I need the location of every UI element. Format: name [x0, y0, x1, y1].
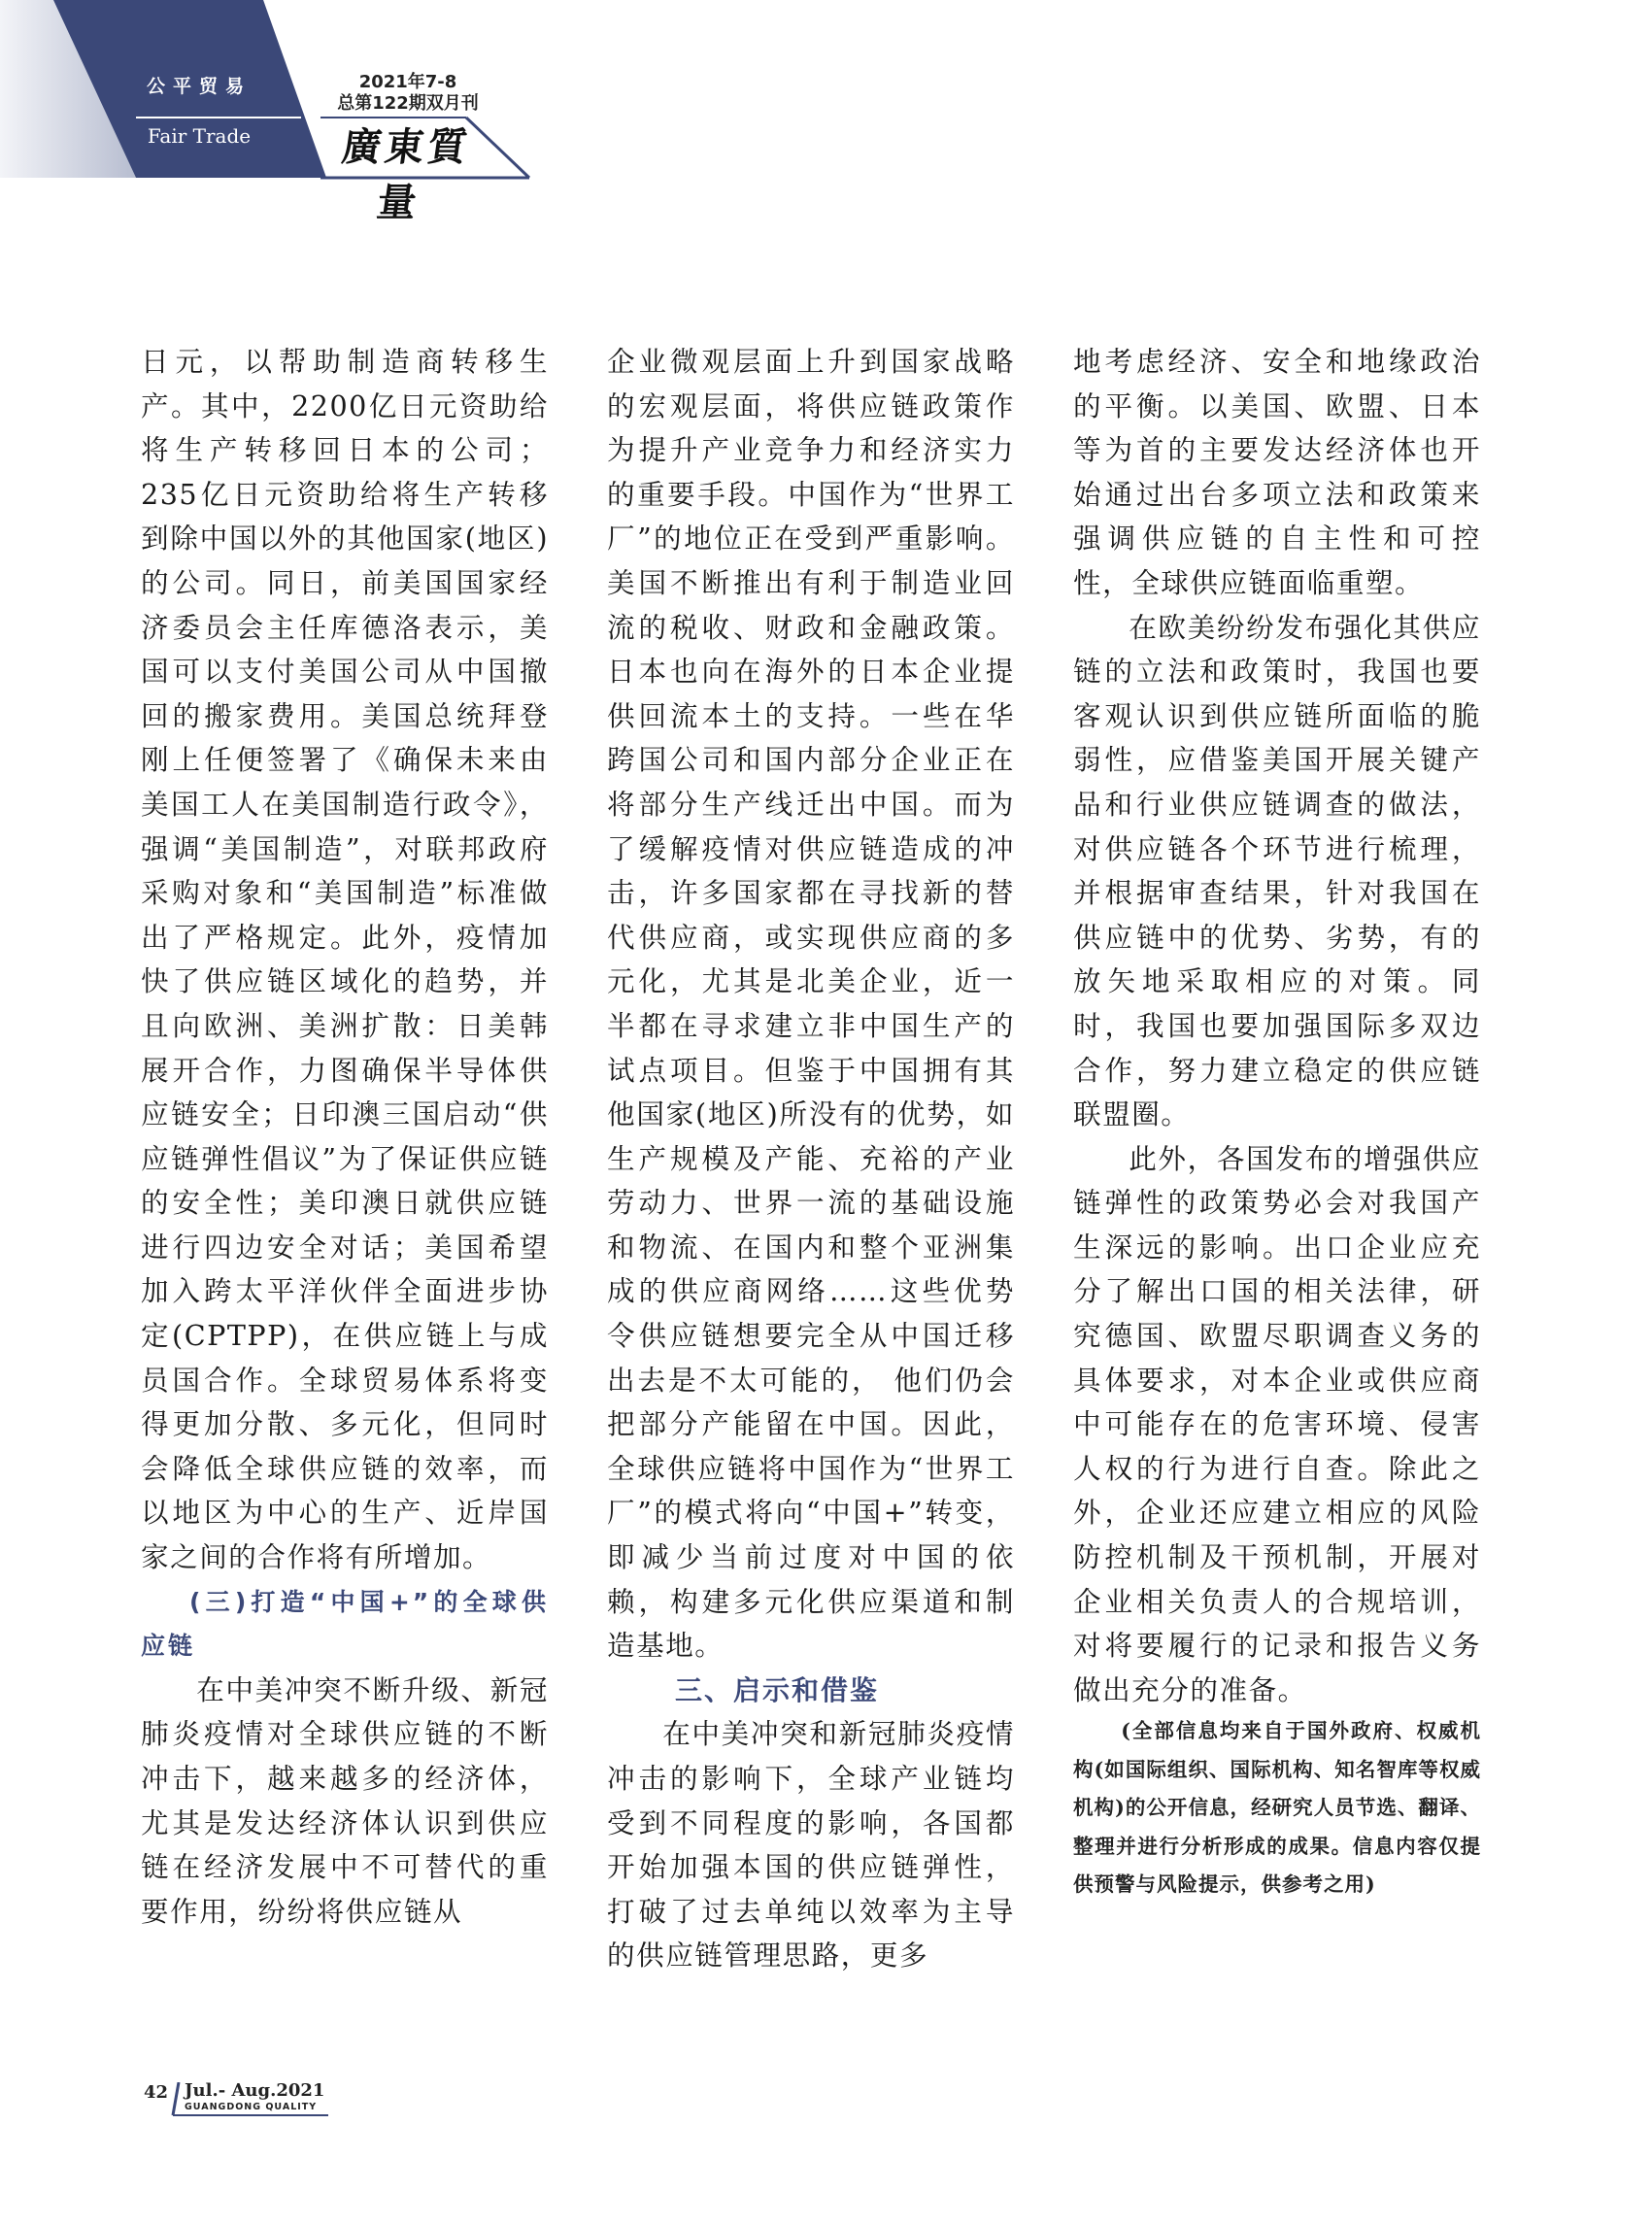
text-column-3 [1073, 340, 1481, 1905]
paragraph: 在欧美纷纷发布强化其供应链的立法和政策时，我国也要客观认识到供应链所面临的脆弱性，应借鉴美国开展关键产品和行业供应链调查的做法，对供应链各个环节进行梳理，并根据审查结果，针对我国在供应链中的优势、劣势，有的放矢地采取相应的对策。同时，我国也要加强国际多双边合作，努力建立稳定的供应链联盟圈。 [1073, 610, 1481, 1131]
paragraph: 地考虑经济、安全和地缘政治的平衡。以美国、欧盟、日本等为首的主要发达经济体也开始通过出台多项立法和政策来强调供应链的自主性和可控性，全球供应链面临重塑。 [1073, 345, 1481, 599]
paragraph: 在中美冲突和新冠肺炎疫情冲击的影响下，全球产业链均受到不同程度的影响，各国都开始加强本国的供应链弹性，打破了过去单纯以效率为主导的供应链管理思路，更多 [607, 1717, 1015, 1973]
paragraph: 企业微观层面上升到国家战略的宏观层面，将供应链政策作为提升产业竞争力和经济实力的重要手段。中国作为“世界工厂”的地位正在受到严重影响。美国不断推出有利于制造业回流的税收、财政和金融政策。日本也向在海外的日本企业提供回流本土的支持。一些在华跨国公司和国内部分企业正在将部分生产线迁出中国。而为了缓解疫情对供应链造成的冲击，许多国家都在寻找新的替代供应商，或实现供应商的多元化，尤其是北美企业，近一半都在寻求建立非中国生产的试点项目。但鉴于中国拥有其他国家(地区)所没有的优势，如生产规模及产能、充裕的产业劳动力、世界一流的基础设施和物流、在国内和整个亚洲集成的供应商网络……这些优势令供应链想要完全从中国迁移出去是不太可能的， 他们仍会把部分产能留在中国。因此，全球供应链将中国作为“世界工厂”的模式将向“中国+”转变，即减少当前过度对中国的依赖，构建多元化供应渠道和制造基地。 [607, 345, 1015, 1663]
source-note: (全部信息均来自于国外政府、权威机构(如国际组织、国际机构、知名智库等权威机构)的公开信息，经研究人员节选、翻译、整理并进行分析形成的成果。信息内容仅提供预警与风险提示，供参考之用) [1073, 1719, 1481, 1897]
text-column-1 [141, 340, 549, 1934]
page-header [0, 0, 544, 225]
paragraph: 在中美冲突不断升级、新冠肺炎疫情对全球供应链的不断冲击下，越来越多的经济体，尤其是发达经济体认识到供应链在经济发展中不可替代的重要作用，纷纷将供应链从 [141, 1672, 549, 1928]
footer-date: Jul.- Aug.2021 [185, 2080, 325, 2101]
subsection-heading: (三)打造“中国+”的全球供应链 [141, 1587, 549, 1661]
page-number: 42 [144, 2082, 169, 2103]
issue-date: 2021年7-8 [358, 72, 457, 92]
section-heading: 三、启示和借鉴 [675, 1673, 880, 1706]
magazine-logo: 廣東質量 [339, 124, 474, 225]
issue-number: 总第122期双月刊 [337, 93, 479, 114]
section-title-cn: 公平贸易 [146, 76, 252, 97]
paragraph: 日元，以帮助制造商转移生产。其中，2200亿日元资助给将生产转移回日本的公司；235亿日元资助给将生产转移到除中国以外的其他国家(地区)的公司。同日，前美国国家经济委员会主任库德洛表示，美国可以支付美国公司从中国撤回的搬家费用。美国总统拜登刚上任便签署了《确保未来由美国工人在美国制造行政令》，强调“美国制造”，对联邦政府采购对象和“美国制造”标准做出了严格规定。此外，疫情加快了供应链区域化的趋势，并且向欧洲、美洲扩散：日美韩展开合作，力图确保半导体供应链安全；日印澳三国启动“供应链弹性倡议”为了保证供应链的安全性；美印澳日就供应链进行四边安全对话；美国希望加入跨太平洋伙伴全面进步协定(CPTPP)，在供应链上与成员国合作。全球贸易体系将变得更加分散、多元化，但同时会降低全球供应链的效率，而以地区为中心的生产、近岸国家之间的合作将有所增加。 [141, 345, 549, 1574]
section-title-en: Fair Trade [147, 124, 252, 148]
text-column-2 [607, 340, 1015, 1978]
footer-magazine-name: GUANGDONG QUALITY [185, 2102, 318, 2112]
page-footer [144, 2082, 552, 2131]
paragraph: 此外，各国发布的增强供应链弹性的政策势必会对我国产生深远的影响。出口企业应充分了解出口国的相关法律，研究德国、欧盟尽职调查义务的具体要求，对本企业或供应商中可能存在的危害环境、侵害人权的行为进行自查。除此之外，企业还应建立相应的风险防控机制及干预机制，开展对企业相关负责人的合规培训，对将要履行的记录和报告义务做出充分的准备。 [1073, 1141, 1481, 1706]
